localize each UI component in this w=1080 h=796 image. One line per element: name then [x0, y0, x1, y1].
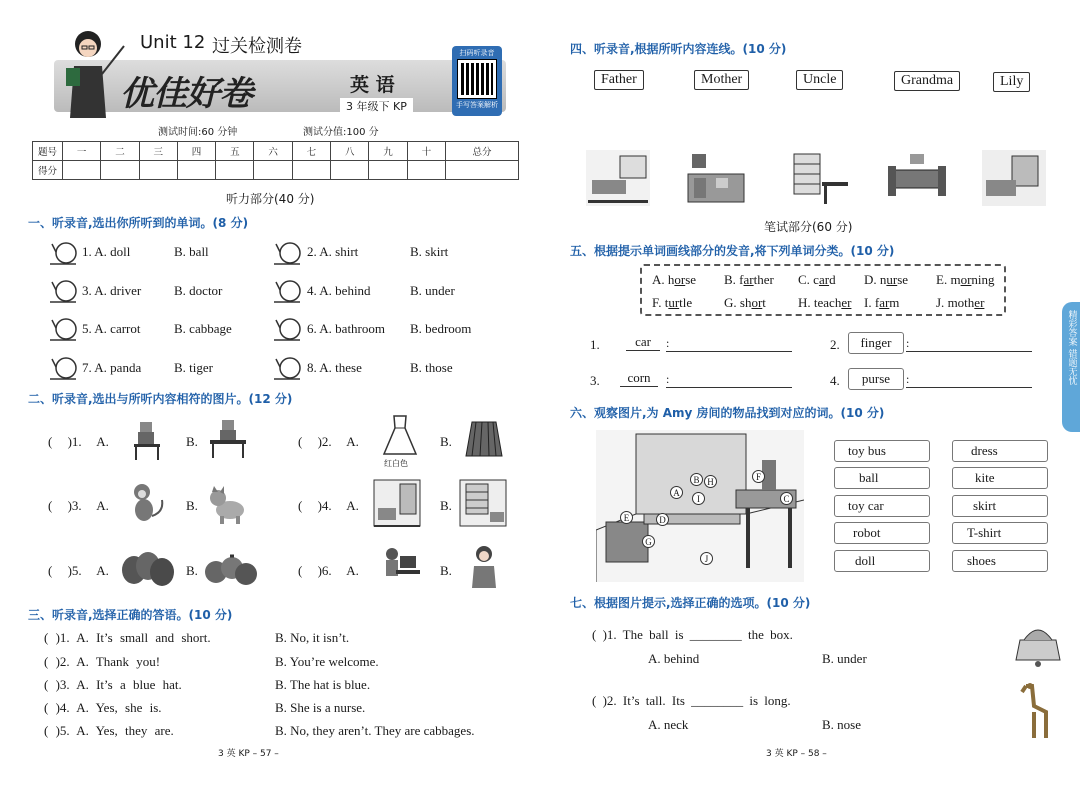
score-cell: 总分: [445, 142, 518, 161]
s1-item-b[interactable]: B. tiger: [174, 360, 213, 375]
family-name-box[interactable]: Lily: [993, 72, 1030, 92]
kitchen-image[interactable]: [686, 150, 746, 206]
section7-title: 七、根据图片提示,选择正确的选项。(10 分): [570, 596, 811, 610]
s1-item-a[interactable]: 2. A. shirt: [307, 244, 359, 259]
s5-example-word: car: [626, 334, 660, 351]
qr-bottom-text: 手写答案解析: [456, 101, 498, 109]
side-tab[interactable]: [1062, 302, 1080, 432]
listen-snail-icon: [270, 316, 304, 342]
word-item: [936, 272, 995, 288]
s1-item-b[interactable]: B. ball: [174, 244, 209, 259]
giraffe-image: [1012, 682, 1056, 740]
score-row-label: 得分: [33, 161, 63, 180]
score-cell: 十: [407, 142, 445, 161]
s2-item[interactable]: ( )3. A.: [48, 498, 109, 513]
s7-option-b[interactable]: B. nose: [822, 717, 861, 732]
grade-label: 3 年级下 KP: [340, 98, 413, 114]
word-prefix: C.: [798, 272, 814, 287]
qr-pattern: [458, 60, 496, 98]
s1-item-a[interactable]: 3. A. driver: [82, 283, 142, 298]
score-cell: 五: [216, 142, 254, 161]
s3-q[interactable]: ( )2. A. Thank you!: [44, 654, 161, 669]
word-end: ning: [971, 272, 995, 287]
score-blank[interactable]: [177, 161, 215, 180]
word-end: ther: [753, 272, 774, 287]
word-start: t: [664, 295, 669, 310]
word-prefix: H.: [798, 295, 814, 310]
s5-answer-line[interactable]: :: [666, 336, 792, 352]
word-prefix: B.: [724, 272, 740, 287]
s7-question[interactable]: ( )2. It’s tall. Its ________ is long.: [592, 693, 791, 708]
s3-q[interactable]: ( )1. A. It’s small and short.: [44, 630, 211, 645]
family-name-box[interactable]: Father: [594, 70, 644, 90]
skirt-image: [462, 416, 506, 460]
s1-item-b[interactable]: B. under: [410, 283, 455, 298]
s2-option-b[interactable]: B.: [440, 498, 452, 513]
word-underlined: or: [674, 272, 686, 287]
family-name-box[interactable]: Mother: [694, 70, 749, 90]
word-underlined: er: [974, 295, 985, 310]
s5-answer-line[interactable]: :: [906, 336, 1032, 352]
word-end: se: [685, 272, 697, 287]
word-prefix: F.: [652, 295, 665, 310]
s3-b[interactable]: B. No, they aren’t. They are cabbages.: [275, 723, 475, 738]
s2-item[interactable]: ( )5. A.: [48, 563, 109, 578]
s6-word-box[interactable]: robot: [834, 522, 930, 544]
word-underlined: ur: [668, 295, 680, 310]
person-at-computer-image: [378, 544, 422, 588]
s5-example-word: corn: [620, 370, 658, 387]
s1-item-b[interactable]: B. cabbage: [174, 321, 232, 336]
s6-word-box[interactable]: kite: [952, 467, 1048, 489]
word-start: c: [813, 272, 819, 287]
family-name-box[interactable]: Uncle: [796, 70, 843, 90]
word-underlined: ar: [743, 272, 754, 287]
score-blank[interactable]: [63, 161, 101, 180]
room-label: E: [620, 511, 633, 524]
score-cell: 二: [101, 142, 139, 161]
s1-item-b[interactable]: B. bedroom: [410, 321, 472, 336]
side-tab-text: 精彩答案 错题无忧: [1066, 310, 1077, 385]
s7-option-a[interactable]: A. neck: [648, 717, 689, 732]
room-label: B: [690, 473, 703, 486]
s3-q[interactable]: ( )5. A. Yes, they are.: [44, 723, 174, 738]
room-with-shelf-image: [458, 478, 508, 528]
score-cell: 八: [331, 142, 369, 161]
score-cell: 七: [292, 142, 330, 161]
s5-row-number: 2.: [830, 337, 840, 352]
score-cell: 九: [369, 142, 407, 161]
s1-item-b[interactable]: B. those: [410, 360, 453, 375]
listen-snail-icon: [46, 355, 80, 381]
section6-title: 六、观察图片,为 Amy 房间的物品找到对应的词。(10 分): [570, 406, 885, 420]
score-blank[interactable]: [139, 161, 177, 180]
room-label: D: [656, 513, 669, 526]
word-underlined: or: [751, 295, 763, 310]
s2-item[interactable]: ( )4. A.: [298, 498, 359, 513]
word-prefix: J.: [936, 295, 948, 310]
test-score: 测试分值:100 分: [303, 127, 379, 138]
word-end: t: [762, 295, 766, 310]
word-item: [724, 272, 774, 288]
s5-answer-line[interactable]: :: [666, 372, 792, 388]
s7-option-a[interactable]: A. behind: [648, 651, 700, 666]
word-prefix: I.: [864, 295, 875, 310]
s6-word-box[interactable]: toy car: [834, 495, 930, 517]
word-end: d: [829, 272, 836, 287]
room-label: I: [692, 492, 705, 505]
score-value-row: [33, 161, 519, 180]
dining-room-image[interactable]: [884, 150, 950, 206]
s7-option-b[interactable]: B. under: [822, 651, 867, 666]
s5-example-word: purse: [848, 368, 904, 390]
score-blank[interactable]: [369, 161, 407, 180]
score-blank[interactable]: [445, 161, 518, 180]
s2-item[interactable]: ( )1. A.: [48, 434, 109, 449]
monkey-image: [124, 482, 168, 526]
score-cell: 六: [254, 142, 292, 161]
word-item: [652, 272, 696, 288]
s2-item[interactable]: ( )2. A.: [298, 434, 359, 449]
living-room-image[interactable]: [586, 150, 650, 206]
s2-option-b[interactable]: B.: [440, 563, 452, 578]
s1-item-a[interactable]: 4. A. behind: [307, 283, 371, 298]
room-label: F: [752, 470, 765, 483]
s3-b[interactable]: B. No, it isn’t.: [275, 630, 350, 645]
word-start: f: [739, 272, 744, 287]
listen-snail-icon: [270, 278, 304, 304]
word-underlined: or: [960, 272, 972, 287]
score-blank[interactable]: [254, 161, 292, 180]
section4-title: 四、听录音,根据所听内容连线。(10 分): [570, 42, 787, 56]
ball-under-box-image: [1010, 620, 1066, 668]
s5-row-number: 4.: [830, 373, 840, 388]
score-cell: 三: [139, 142, 177, 161]
tomatoes-image: [202, 548, 258, 592]
s3-q[interactable]: ( )3. A. It’s a blue hat.: [44, 677, 182, 692]
word-item: [652, 295, 692, 311]
word-start: h: [667, 272, 675, 287]
listen-snail-icon: [46, 278, 80, 304]
test-time: 测试时间:60 分钟: [158, 127, 238, 138]
listen-snail-icon: [270, 240, 304, 266]
word-start: m: [950, 272, 961, 287]
subject-label: 英 语: [350, 74, 395, 96]
word-item: [864, 272, 908, 288]
qr-top-text: 扫码听录音: [459, 49, 495, 57]
word-start: sh: [739, 295, 752, 310]
s7-question[interactable]: ( )1. The ball is ________ the box.: [592, 627, 793, 642]
listen-snail-icon: [46, 316, 80, 342]
word-item: [724, 295, 766, 311]
s3-b[interactable]: B. The hat is blue.: [275, 677, 371, 692]
score-blank[interactable]: [407, 161, 445, 180]
score-cell: 一: [63, 142, 101, 161]
dress-caption: 红白色: [384, 459, 408, 468]
section1-title: 一、听录音,选出你所听到的单词。(8 分): [28, 216, 249, 230]
dress-image: [378, 414, 422, 458]
listen-snail-icon: [46, 240, 80, 266]
word-end: se: [897, 272, 909, 287]
family-name-box[interactable]: Grandma: [894, 71, 960, 91]
room-label: J: [700, 552, 713, 565]
word-item: [798, 272, 836, 288]
listen-snail-icon: [270, 355, 304, 381]
word-item: [864, 295, 899, 311]
s6-word-box[interactable]: dress: [952, 440, 1048, 462]
score-blank[interactable]: [101, 161, 139, 180]
word-start: teach: [813, 295, 842, 310]
word-start: moth: [947, 295, 975, 310]
teacher-illustration: [58, 26, 128, 121]
page-number-right: 3 英 KP – 58 –: [766, 749, 827, 759]
s1-item-b[interactable]: B. doctor: [174, 283, 223, 298]
s3-q[interactable]: ( )4. A. Yes, she is.: [44, 700, 162, 715]
word-item: [798, 295, 851, 311]
s1-item-b[interactable]: B. skirt: [410, 244, 449, 259]
bedroom-image[interactable]: [982, 150, 1046, 206]
s2-option-b[interactable]: B.: [440, 434, 452, 449]
qr-code[interactable]: [452, 46, 502, 116]
section2-title: 二、听录音,选出与所听内容相符的图片。(12 分): [28, 392, 293, 406]
room-with-closet-image: [372, 478, 422, 528]
section5-title: 五、根据提示单词画线部分的发音,将下列单词分类。(10 分): [570, 244, 895, 258]
s3-b[interactable]: B. You’re welcome.: [275, 654, 379, 669]
s5-row-number: 3.: [590, 373, 600, 388]
s2-option-b[interactable]: B.: [186, 498, 198, 513]
brand-logo: 优佳好卷: [120, 74, 252, 114]
s1-item-a[interactable]: 5. A. carrot: [82, 321, 141, 336]
dog-image: [206, 482, 250, 526]
s6-word-box[interactable]: ball: [834, 467, 930, 489]
score-table: [32, 141, 519, 180]
word-end: m: [889, 295, 900, 310]
s2-item[interactable]: ( )6. A.: [298, 563, 359, 578]
word-prefix: A.: [652, 272, 668, 287]
section3-title: 三、听录音,选择正确的答语。(10 分): [28, 608, 233, 622]
test-title: 过关检测卷: [212, 36, 302, 57]
page-number-left: 3 英 KP – 57 –: [218, 749, 279, 759]
s5-answer-line[interactable]: :: [906, 372, 1032, 388]
s6-word-box[interactable]: toy bus: [834, 440, 930, 462]
score-blank[interactable]: [292, 161, 330, 180]
s1-item-a[interactable]: 7. A. panda: [82, 360, 142, 375]
score-header-row: [33, 142, 519, 161]
study-room-image[interactable]: [788, 152, 850, 206]
word-underlined: er: [841, 295, 852, 310]
word-underlined: ur: [886, 272, 898, 287]
s1-item-a[interactable]: 1. A. doll: [82, 244, 131, 259]
robot-on-desk-image: [206, 416, 250, 460]
listening-title: 听力部分(40 分): [226, 192, 315, 206]
s6-word-box[interactable]: skirt: [952, 495, 1048, 517]
word-prefix: G.: [724, 295, 740, 310]
writing-title: 笔试部分(60 分): [764, 220, 853, 234]
robot-on-chair-image: [124, 418, 168, 462]
unit-label: Unit 12: [140, 32, 206, 53]
s5-example-word: finger: [848, 332, 904, 354]
room-label: C: [780, 492, 793, 505]
score-blank[interactable]: [331, 161, 369, 180]
s2-option-b[interactable]: B.: [186, 434, 198, 449]
word-start: n: [879, 272, 887, 287]
room-label: G: [642, 535, 655, 548]
woman-image: [462, 544, 506, 588]
eggplants-image: [118, 546, 176, 590]
word-prefix: E.: [936, 272, 951, 287]
room-label: A: [670, 486, 683, 499]
score-blank[interactable]: [216, 161, 254, 180]
score-cell: 题号: [33, 142, 63, 161]
word-prefix: D.: [864, 272, 880, 287]
word-underlined: ar: [879, 295, 890, 310]
word-start: f: [874, 295, 880, 310]
word-end: tle: [679, 295, 693, 310]
s2-option-b[interactable]: B.: [186, 563, 198, 578]
s5-row-number: 1.: [590, 337, 600, 352]
s1-item-a[interactable]: 8. A. these: [307, 360, 362, 375]
word-underlined: ar: [818, 272, 830, 287]
s3-b[interactable]: B. She is a nurse.: [275, 700, 366, 715]
score-cell: 四: [177, 142, 215, 161]
s6-word-box[interactable]: T-shirt: [952, 522, 1048, 544]
room-label: H: [704, 475, 717, 488]
s1-item-a[interactable]: 6. A. bathroom: [307, 321, 385, 336]
s6-word-box[interactable]: shoes: [952, 550, 1048, 572]
s6-word-box[interactable]: doll: [834, 550, 930, 572]
word-item: [936, 295, 984, 311]
